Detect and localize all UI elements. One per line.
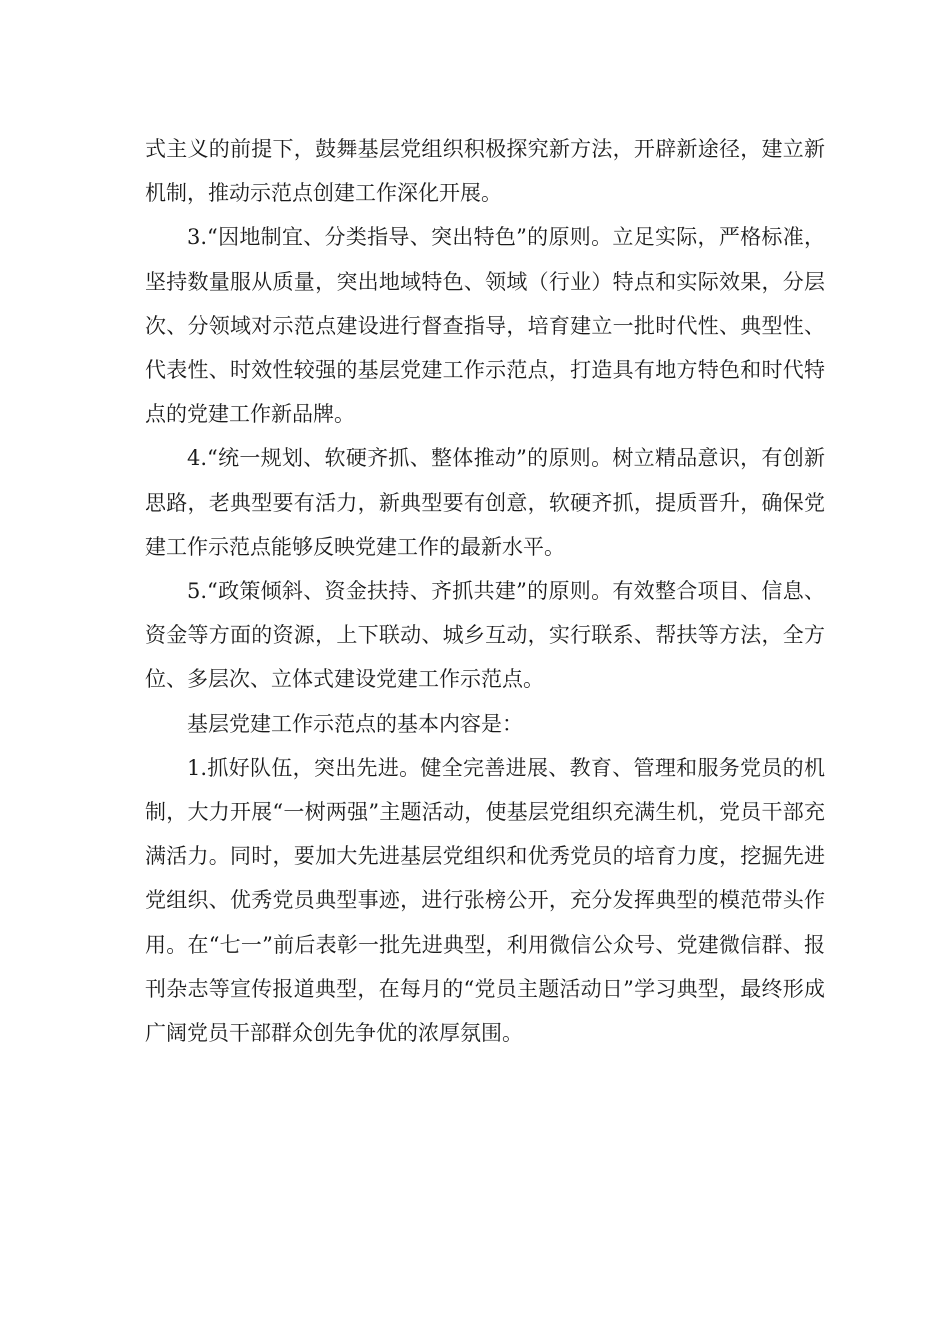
- paragraph-principle-4: 4.“统一规划、软硬齐抓、整体推动”的原则。树立精品意识，有创新思路，老典型要有活力，新典型要有创意，软硬齐抓，提质晋升，确保党建工作示范点能够反映党建工作的最新水平。: [145, 446, 825, 559]
- paragraph-principle-3: 3.“因地制宜、分类指导、突出特色”的原则。立足实际，严格标准，坚持数量服从质量，突出地域特色、领域（行业）特点和实际效果，分层次、分领域对示范点建设进行督查指导，培育建立一批时代性、典型性、代表性、时效性较强的基层党建工作示范点，打造具有地方特色和时代特点的党建工作新品牌。: [145, 225, 825, 427]
- paragraph-basic-content-intro: 基层党建工作示范点的基本内容是：: [187, 711, 523, 736]
- paragraph-principle-continuation: 式主义的前提下，鼓舞基层党组织积极探究新方法，开辟新途径，建立新机制，推动示范点创建工作深化开展。: [145, 137, 825, 206]
- paragraph-content-1: 1.抓好队伍，突出先进。健全完善进展、教育、管理和服务党员的机制，大力开展“一树两强”主题活动，使基层党组织充满生机，党员干部充满活力。同时，要加大先进基层党组织和优秀党员的培育力度，挖掘先进党组织、优秀党员典型事迹，进行张榜公开，充分发挥典型的模范带头作用。在“七一”前后表彰一批先进典型，利用微信公众号、党建微信群、报刊杂志等宣传报道典型，在每月的“党员主题活动日”学习典型，最终形成广阔党员干部群众创先争优的浓厚氛围。: [145, 755, 825, 1046]
- paragraph-principle-5: 5.“政策倾斜、资金扶持、齐抓共建”的原则。有效整合项目、信息、资金等方面的资源，上下联动、城乡互动，实行联系、帮扶等方法，全方位、多层次、立体式建设党建工作示范点。: [145, 579, 825, 692]
- document-body: [145, 127, 825, 1055]
